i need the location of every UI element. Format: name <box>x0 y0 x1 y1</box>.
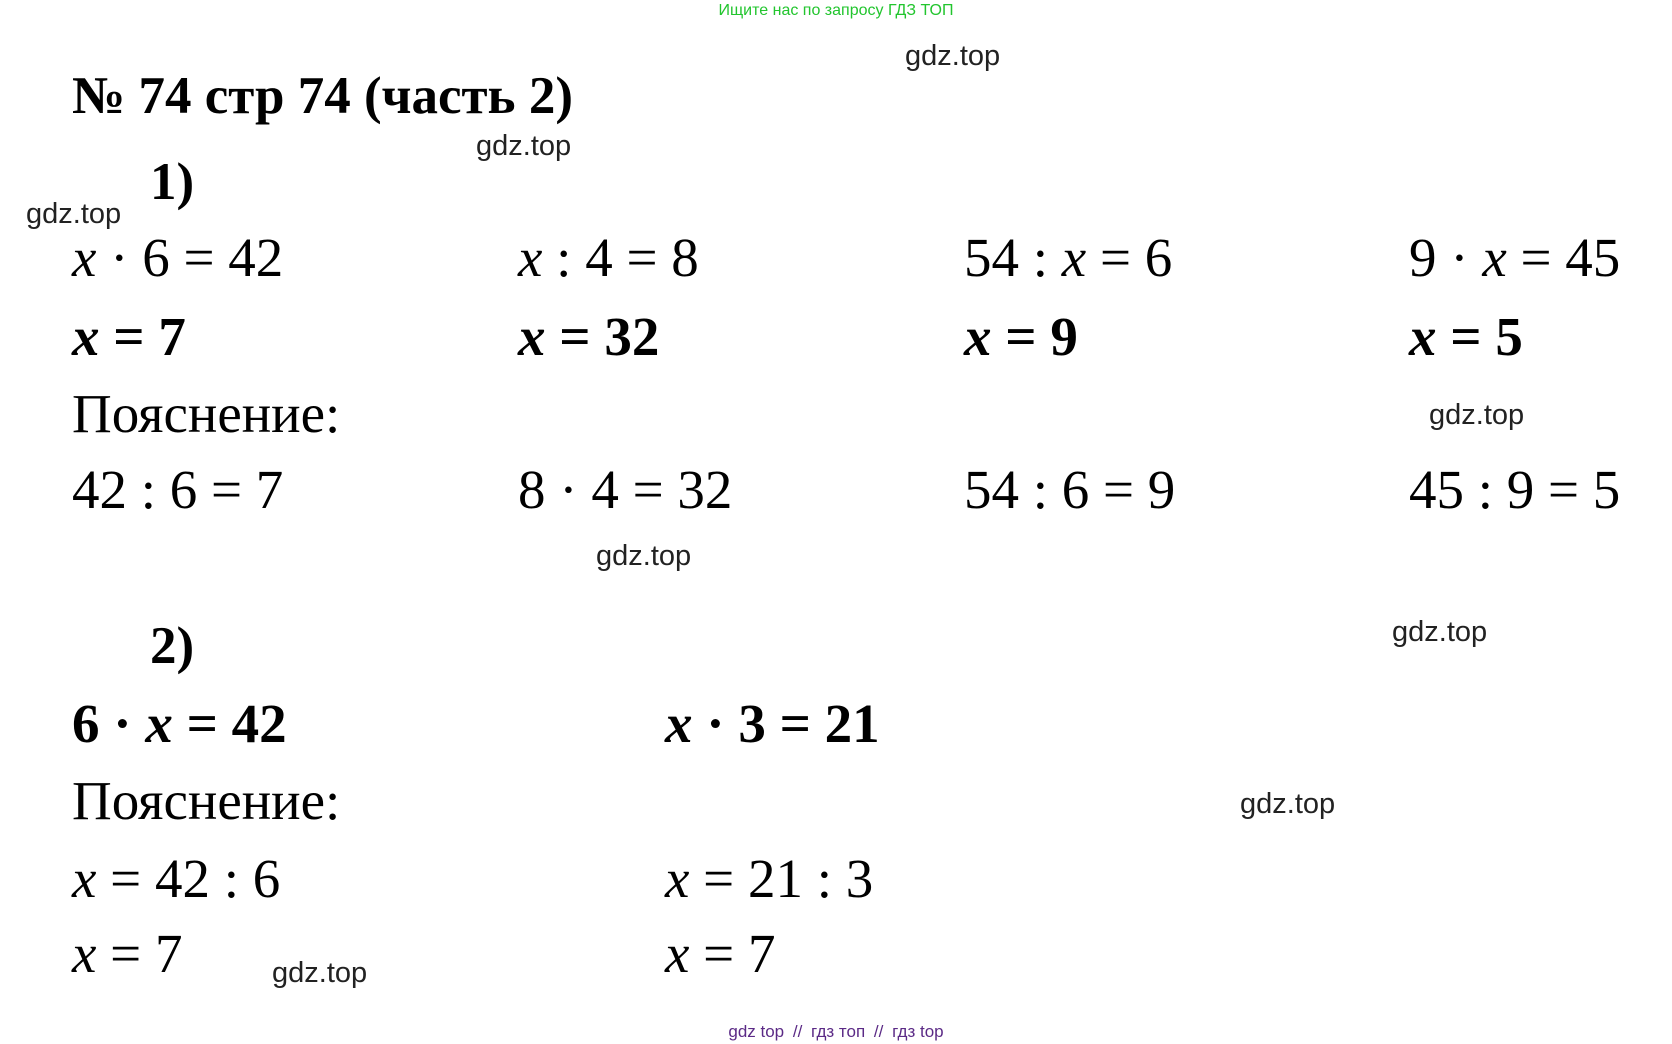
footer-separator: // <box>873 1022 884 1041</box>
check-3: 54 : 6 = 9 <box>964 459 1176 520</box>
answer-4: x = 5 <box>1409 306 1523 367</box>
step-2-line-2: x = 7 <box>665 923 776 984</box>
check-1: 42 : 6 = 7 <box>72 459 284 520</box>
watermark: gdz.top <box>476 130 572 162</box>
part-2-label: 2) <box>150 617 195 675</box>
step-1-line-1: x = 42 : 6 <box>72 848 281 909</box>
check-4: 45 : 9 = 5 <box>1409 459 1621 520</box>
footer-link[interactable]: гдз top <box>892 1022 944 1041</box>
watermark: gdz.top <box>1392 616 1488 648</box>
footer-link[interactable]: gdz top <box>728 1022 785 1041</box>
equation-3: 54 : x = 6 <box>964 227 1173 288</box>
equation-4: 9 · x = 45 <box>1409 227 1621 288</box>
watermark: gdz.top <box>596 540 692 572</box>
watermark: gdz.top <box>272 957 368 989</box>
explanation-label: Пояснение: <box>72 383 341 444</box>
part-1-label: 1) <box>150 153 195 211</box>
watermark: gdz.top <box>905 40 1001 72</box>
footer-link[interactable]: гдз топ <box>811 1022 866 1041</box>
watermark: gdz.top <box>26 198 122 230</box>
answer-3: x = 9 <box>964 306 1078 367</box>
step-2-line-1: x = 21 : 3 <box>665 848 874 909</box>
equation-part2-2: x · 3 = 21 <box>665 693 880 754</box>
watermark: gdz.top <box>1429 399 1525 431</box>
equation-1: x · 6 = 42 <box>72 227 284 288</box>
equation-part2-1: 6 · x = 42 <box>72 693 287 754</box>
page-title: № 74 стр 74 (часть 2) <box>72 67 573 125</box>
footer-links <box>0 1022 1672 1042</box>
check-2: 8 · 4 = 32 <box>518 459 733 520</box>
watermark: gdz.top <box>1240 788 1336 820</box>
answer-1: x = 7 <box>72 306 186 367</box>
search-banner: Ищите нас по запросу ГДЗ ТОП <box>718 2 954 19</box>
answer-2: x = 32 <box>518 306 660 367</box>
equation-2: x : 4 = 8 <box>518 227 699 288</box>
step-1-line-2: x = 7 <box>72 923 183 984</box>
explanation-label-2: Пояснение: <box>72 770 341 831</box>
footer-separator: // <box>792 1022 803 1041</box>
